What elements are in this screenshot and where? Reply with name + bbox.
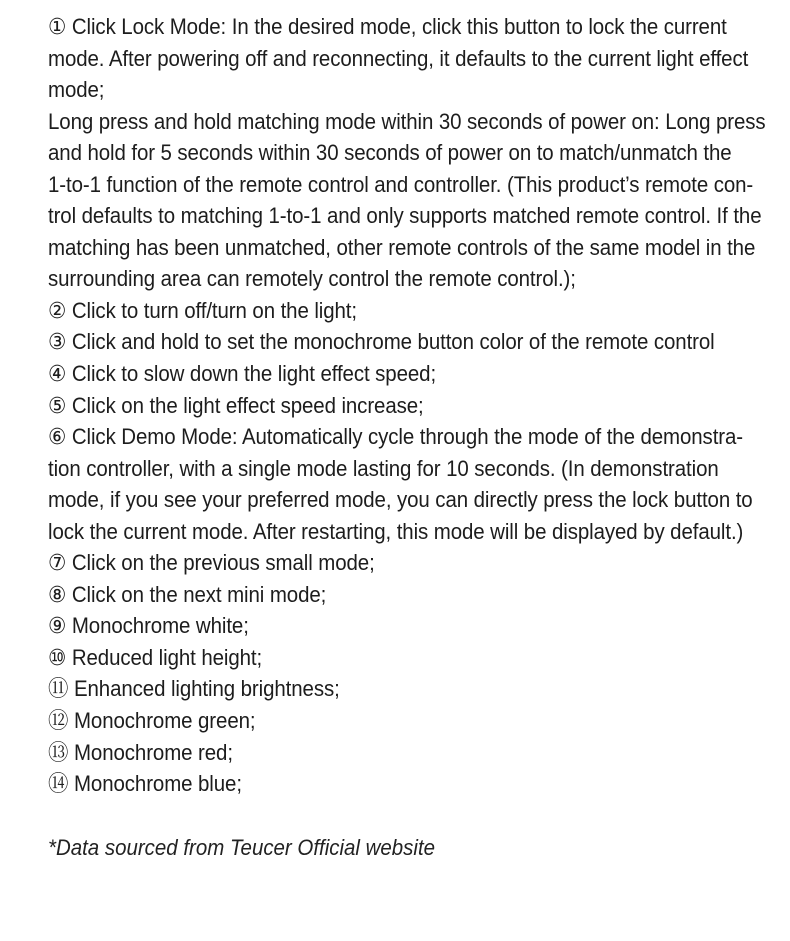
instruction-line: ⑬ Monochrome red;	[48, 739, 233, 765]
instruction-line: ⑭ Monochrome blue;	[48, 771, 242, 797]
instruction-line: ① Click Lock Mode: In the desired mode, click this button to lock the current	[48, 14, 727, 39]
instruction-line: ⑧ Click on the next mini mode;	[48, 581, 327, 607]
data-source-footnote: *Data sourced from Teucer Official website	[48, 835, 436, 860]
instruction-line: trol defaults to matching 1-to-1 and only supports matched remote control. If the	[48, 203, 762, 229]
instruction-line: ② Click to turn off/turn on the light;	[48, 297, 357, 323]
instruction-line: ⑤ Click on the light effect speed increase;	[48, 392, 424, 418]
instruction-line: mode, if you see your preferred mode, you can directly press the lock button to	[48, 487, 753, 513]
instruction-line: mode;	[48, 77, 105, 103]
instruction-line: ⑥ Click Demo Mode: Automatically cycle through the mode of the demonstra-	[48, 424, 744, 450]
instruction-line: mode. After powering off and reconnecting, it defaults to the current light effect	[48, 45, 749, 71]
instruction-line: and hold for 5 seconds within 30 seconds of power on to match/unmatch the	[48, 140, 732, 166]
instruction-line: surrounding area can remotely control the remote control.);	[48, 266, 576, 292]
instructions-text	[48, 11, 773, 800]
instruction-line: tion controller, with a single mode lasting for 10 seconds. (In demonstration	[48, 455, 719, 481]
instruction-line: ⑪ Enhanced lighting brightness;	[48, 676, 340, 702]
instruction-line: 1-to-1 function of the remote control and controller. (This product’s remote con-	[48, 171, 754, 197]
instruction-line: matching has been unmatched, other remote controls of the same model in the	[48, 234, 756, 260]
instruction-line: ③ Click and hold to set the monochrome button color of the remote control	[48, 329, 715, 355]
instruction-line: ⑦ Click on the previous small mode;	[48, 550, 375, 576]
instruction-line: ④ Click to slow down the light effect speed;	[48, 361, 437, 387]
instruction-line: ⑩ Reduced light height;	[48, 644, 263, 670]
instruction-line: lock the current mode. After restarting, this mode will be displayed by default.)	[48, 518, 744, 544]
instruction-line: ⑫ Monochrome green;	[48, 708, 256, 734]
instruction-line: ⑨ Monochrome white;	[48, 613, 249, 639]
instruction-line: Long press and hold matching mode within 30 seconds of power on: Long press	[48, 108, 766, 134]
